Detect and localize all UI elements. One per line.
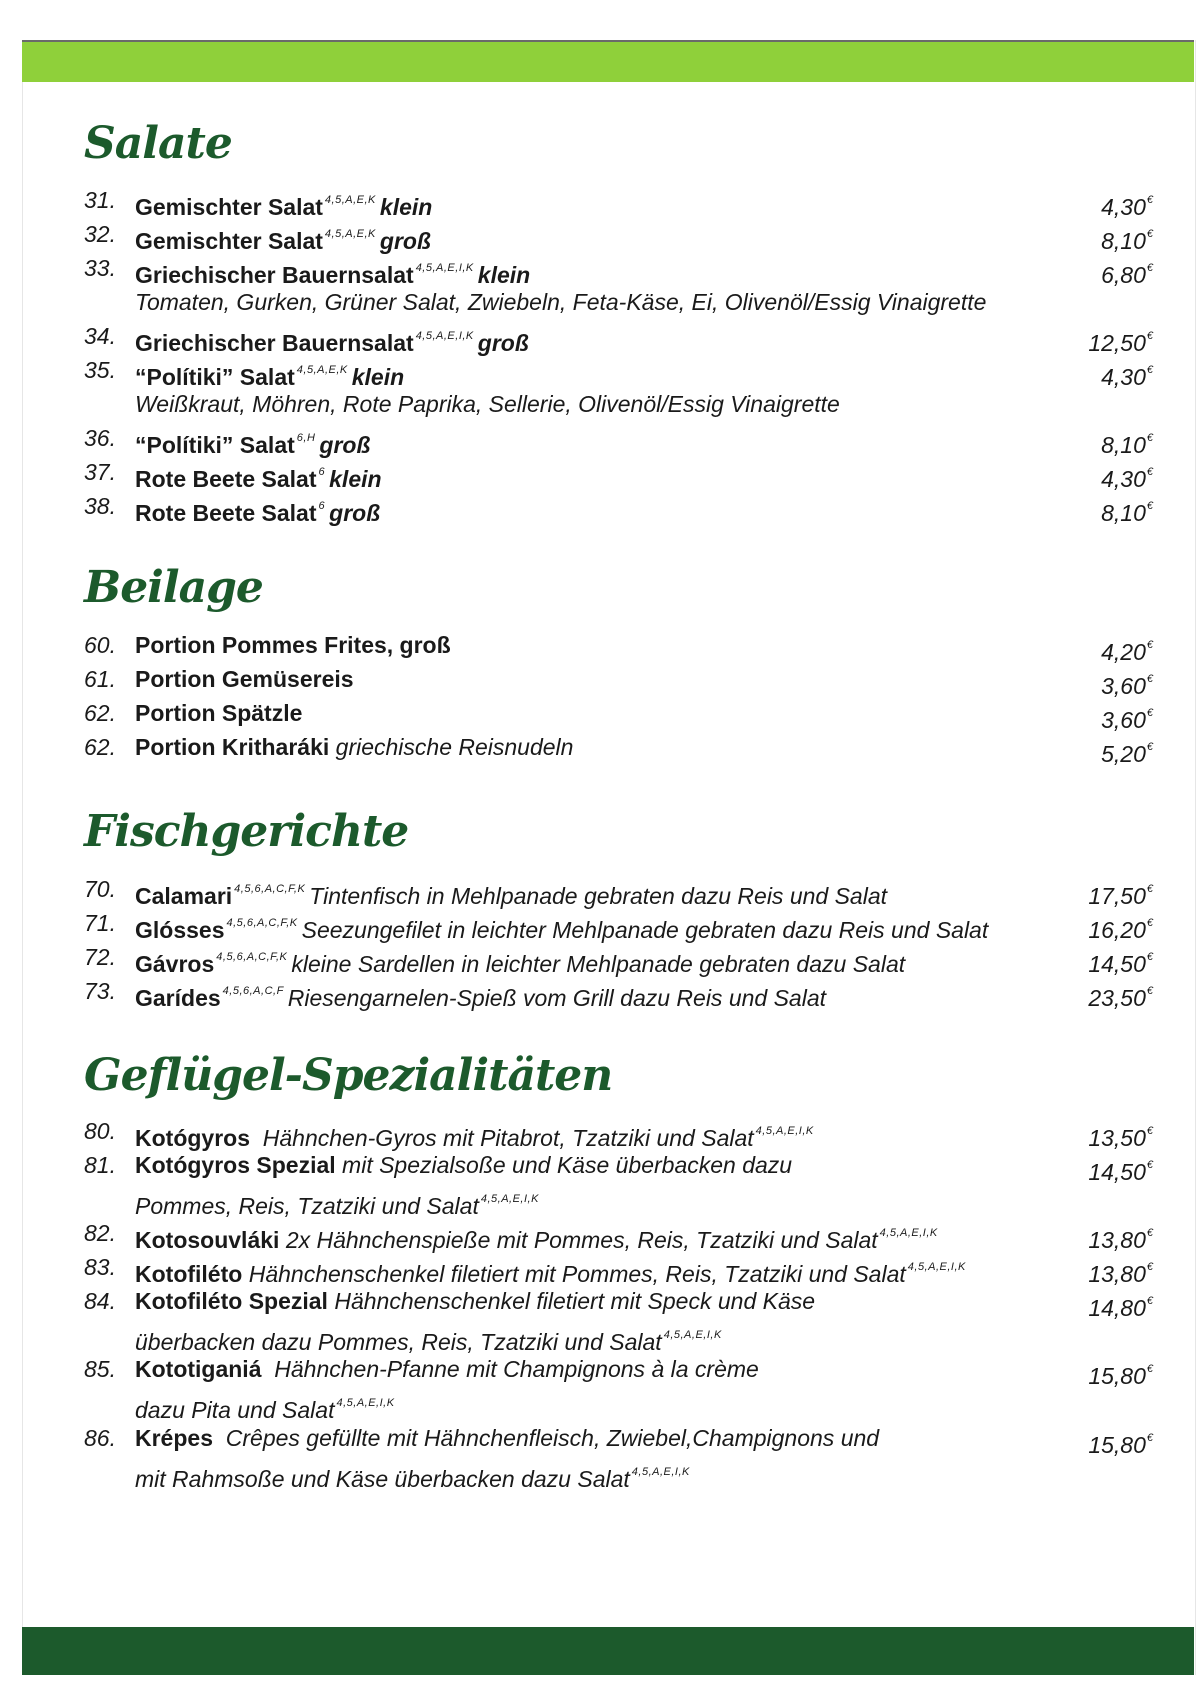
item-number: 36. [84,425,116,451]
allergen-codes: 4,5,A,E,I,K [415,262,474,274]
allergen-codes: 4,5,A,E,I,K [415,330,474,342]
item-description: Hähnchen-Gyros mit Pitabrot, Tzatziki und Salat [262,1125,754,1151]
item-size: klein [477,262,531,288]
item-size: groß [329,500,381,526]
item-name: Krépes [135,1425,213,1451]
item-price: 17,50€ [1088,883,1153,909]
item-number: 31. [84,187,116,213]
item-description: 2x Hähnchenspieße mit Pommes, Reis, Tzatziki und Salat [285,1227,878,1253]
allergen-codes: 4,5,A,E,I,K [336,1397,395,1409]
allergen-codes: 4,5,A,E,K [296,364,348,376]
item-price: 8,10€ [1101,228,1153,254]
allergen-codes: 6 [318,500,326,512]
item-number: 70. [84,876,116,902]
menu-item [84,628,1153,665]
item-name: Garídes [135,985,221,1011]
item-name: Glósses [135,917,225,943]
item-number: 62. [84,700,116,726]
item-price: 4,30€ [1101,194,1153,220]
item-description: Weißkraut, Möhren, Rote Paprika, Sellerie, Olivenöl/Essig Vinaigrette [135,391,840,417]
menu-item [84,872,1153,909]
item-size: groß [477,330,529,356]
item-number: 62. [84,734,116,760]
allergen-codes: 6,H [296,432,316,444]
menu-item [84,217,1153,254]
item-description-continued: Pommes, Reis, Tzatziki und Salat $^{4,5,A,E,I,K}$ [135,1193,539,1219]
item-number: 60. [84,632,116,658]
item-size: groß [379,228,432,254]
item-number: 81. [84,1152,116,1178]
item-number: 71. [84,910,116,936]
menu-item [84,489,1153,526]
menu-item [84,974,1153,1011]
allergen-codes: 4,5,6,A,C,F,K [226,917,298,929]
item-number: 85. [84,1356,116,1382]
item-description: Crêpes gefüllte mit Hähnchenfleisch, Zwiebel,Champignons und [225,1425,880,1451]
allergen-codes: 4,5,A,E,I,K [663,1329,722,1341]
menu-item [84,906,1153,943]
allergen-codes: 4,5,A,E,K [324,194,376,206]
item-name: Griechischer Bauernsalat [135,330,414,356]
item-description: Seezungefilet in leichter Mehlpanade gebraten dazu Reis und Salat [301,917,989,943]
item-description-continued: dazu Pita und Salat $^{4,5,A,E,I,K}$ [135,1397,395,1423]
item-number: 80. [84,1118,116,1144]
menu-item [84,455,1153,492]
item-price: 16,20€ [1088,917,1153,943]
item-price: 8,10€ [1101,500,1153,526]
allergen-codes: 4,5,A,E,I,K [631,1466,690,1478]
item-number: 86. [84,1425,116,1451]
item-price: 14,80€ [1088,1295,1153,1321]
allergen-codes: 4,5,6,A,C,F [222,985,284,997]
item-description: Hähnchenschenkel filetiert mit Speck und Käse [334,1288,816,1314]
bottom-color-bar [22,1627,1194,1675]
allergen-codes: 4,5,6,A,C,F,K [234,883,306,895]
item-price: 6,80€ [1101,262,1153,288]
item-name: Rote Beete Salat [135,466,317,492]
item-price: 15,80€ [1088,1432,1153,1458]
item-name: Calamari [135,883,233,909]
menu-item [84,421,1153,458]
item-description: Hähnchenschenkel filetiert mit Pommes, Reis, Tzatziki und Salat [248,1261,906,1287]
item-name: Kotofiléto Spezial [135,1288,328,1314]
menu-item [84,1250,1153,1287]
item-name: Portion Spätzle [135,700,303,726]
menu-item [84,251,1153,288]
item-size: klein [379,194,433,220]
item-description: Tomaten, Gurken, Grüner Salat, Zwiebeln, Feta-Käse, Ei, Olivenöl/Essig Vinaigrette [135,289,987,315]
item-number: 73. [84,978,116,1004]
item-description-continued: mit Rahmsoße und Käse überbacken dazu Salat $^{4,5,A,E,I,K}$ [135,1466,690,1492]
item-name: Portion Gemüsereis [135,666,354,692]
item-number: 38. [84,493,116,519]
item-name: “Polítiki” Salat [135,364,295,390]
allergen-codes: 4,5,6,A,C,F,K [216,951,288,963]
menu-item [84,662,1153,699]
item-price: 4,20€ [1101,639,1153,665]
menu-item [84,1352,1153,1389]
item-price: 14,50€ [1088,951,1153,977]
item-number: 82. [84,1220,116,1246]
allergen-codes: 4,5,A,E,I,K [907,1261,966,1273]
section-title-beilage: Beilage [84,562,263,613]
item-description-continued: überbacken dazu Pommes, Reis, Tzatziki und Salat $^{4,5,A,E,I,K}$ [135,1329,722,1355]
item-price: 13,80€ [1088,1227,1153,1253]
item-name: Portion Pommes Frites, groß [135,632,451,658]
item-price: 12,50€ [1088,330,1153,356]
item-name: Portion Kritharáki [135,734,330,760]
item-price: 3,60€ [1101,673,1153,699]
item-description: kleine Sardellen in leichter Mehlpanade gebraten dazu Salat [291,951,906,977]
item-name: Kotosouvláki [135,1227,280,1253]
section-title-fischgerichte: Fischgerichte [84,806,409,857]
item-name: Gávros [135,951,215,977]
item-number: 72. [84,944,116,970]
menu-item [84,1284,1153,1321]
item-description: Hähnchen-Pfanne mit Champignons à la crème [274,1356,759,1382]
menu-item [84,1114,1153,1151]
menu-item [84,1216,1153,1253]
item-size: klein [351,364,405,390]
item-price: 13,50€ [1088,1125,1153,1151]
menu-item [84,319,1153,356]
item-number: 32. [84,221,116,247]
item-name: Kotógyros [135,1125,250,1151]
allergen-codes: 4,5,A,E,K [324,228,376,240]
menu-item [84,940,1153,977]
item-number: 84. [84,1288,116,1314]
item-description: Tintenfisch in Mehlpanade gebraten dazu Reis und Salat [309,883,888,909]
item-number: 33. [84,255,116,281]
item-price: 13,80€ [1088,1261,1153,1287]
menu-item [84,1421,1153,1458]
item-name: “Polítiki” Salat [135,432,295,458]
item-name: Griechischer Bauernsalat [135,262,414,288]
top-color-bar [22,40,1194,82]
section-title-salate: Salate [84,118,232,169]
item-size: groß [319,432,371,458]
item-price: 14,50€ [1088,1159,1153,1185]
allergen-codes: 4,5,A,E,I,K [755,1125,814,1137]
allergen-codes: 4,5,A,E,I,K [480,1193,539,1205]
item-size: klein [329,466,382,492]
item-name: Gemischter Salat [135,228,323,254]
allergen-codes: 4,5,A,E,I,K [879,1227,938,1239]
item-description: griechische Reisnudeln [335,734,574,760]
item-price: 4,30€ [1101,466,1153,492]
menu-item [84,353,1153,390]
item-name: Gemischter Salat [135,194,323,220]
item-description: mit Spezialsoße und Käse überbacken dazu [342,1152,793,1178]
item-number: 37. [84,459,116,485]
item-name: Kotógyros Spezial [135,1152,336,1178]
item-price: 15,80€ [1088,1363,1153,1389]
item-number: 83. [84,1254,116,1280]
menu-item [84,730,1153,767]
item-price: 4,30€ [1101,364,1153,390]
menu-item [84,696,1153,733]
section-title-gefluegel: Geflügel-Spezialitäten [84,1050,613,1101]
item-price: 3,60€ [1101,707,1153,733]
item-number: 34. [84,323,116,349]
item-name: Kotofiléto [135,1261,243,1287]
allergen-codes: 6 [318,466,326,478]
item-price: 5,20€ [1101,741,1153,767]
item-price: 8,10€ [1101,432,1153,458]
menu-item [84,1148,1153,1185]
menu-item [84,183,1153,220]
item-price: 23,50€ [1088,985,1153,1011]
item-description: Riesengarnelen-Spieß vom Grill dazu Reis und Salat [287,985,827,1011]
item-number: 35. [84,357,116,383]
item-name: Rote Beete Salat [135,500,317,526]
item-name: Kototiganiá [135,1356,262,1382]
item-number: 61. [84,666,116,692]
